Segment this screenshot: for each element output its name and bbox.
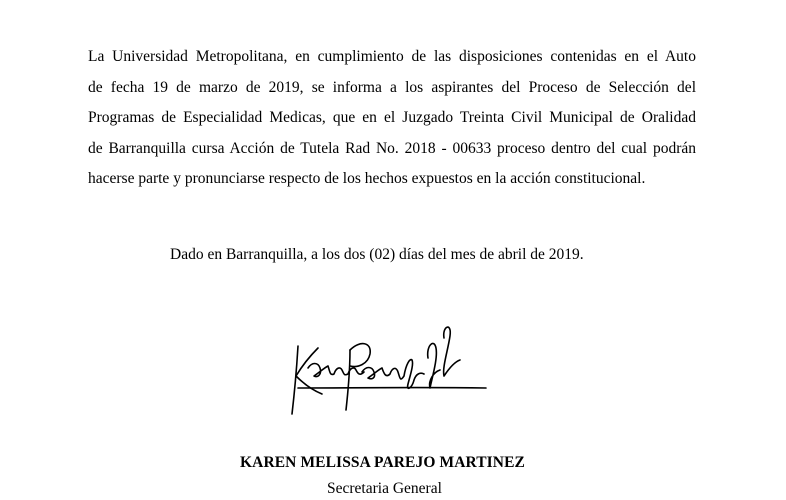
date-line: Dado en Barranquilla, a los dos (02) días del mes de abril de 2019.: [170, 246, 584, 263]
paragraph-line-3: Programas de Especialidad Medicas, que en el Juzgado Treinta Civil Municipal de Oralidad: [88, 109, 696, 126]
signatory-name: KAREN MELISSA PAREJO MARTINEZ: [240, 454, 525, 471]
signature-image: [278, 318, 498, 422]
handwritten-signature: [278, 318, 498, 422]
paragraph-line-1: La Universidad Metropolitana, en cumplimiento de las disposiciones contenidas en el Auto: [88, 48, 696, 65]
paragraph-line-4: de Barranquilla cursa Acción de Tutela Rad No. 2018 - 00633 proceso dentro del cual podrán: [88, 139, 696, 157]
paragraph-line-5: hacerse parte y pronunciarse respecto de los hechos expuestos en la acción constitucional.: [88, 170, 646, 187]
body-paragraph: [88, 42, 696, 195]
paragraph-line-2: de fecha 19 de marzo de 2019, se informa a los aspirantes del Proceso de Selección del: [88, 78, 696, 96]
signatory-title: Secretaria General: [327, 480, 442, 497]
